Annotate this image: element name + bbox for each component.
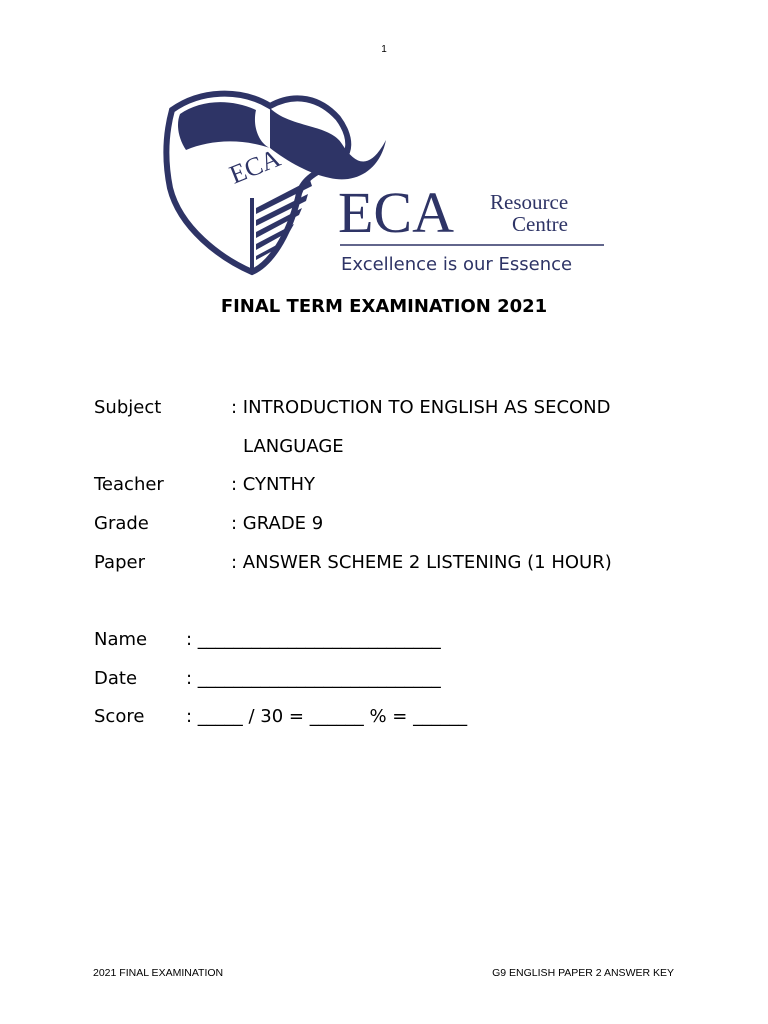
- logo-wordmark: ECA: [338, 180, 454, 245]
- logo-tagline: Excellence is our Essence: [341, 254, 573, 275]
- footer-left: 2021 FINAL EXAMINATION: [93, 967, 224, 979]
- candidate-fields: [94, 626, 714, 742]
- name-field[interactable]: : ___________________________: [186, 629, 441, 650]
- subject-value-continued: LANGUAGE: [243, 435, 344, 457]
- grade-label: Grade: [94, 513, 149, 535]
- footer-right: G9 ENGLISH PAPER 2 ANSWER KEY: [492, 967, 674, 979]
- grade-value: : GRADE 9: [231, 513, 324, 535]
- subject-label: Subject: [94, 397, 162, 418]
- shield-flag: [178, 102, 270, 150]
- paper-row: [94, 549, 714, 588]
- name-label: Name: [94, 629, 148, 650]
- paper-label: Paper: [94, 551, 145, 573]
- exam-details: [94, 394, 714, 587]
- date-field[interactable]: : ___________________________: [186, 667, 441, 689]
- date-label: Date: [94, 667, 138, 689]
- teacher-row: [94, 471, 714, 510]
- subject-value: : INTRODUCTION TO ENGLISH AS SECOND: [231, 397, 611, 418]
- score-label: Score: [94, 706, 145, 728]
- subject-row-continued: [94, 433, 714, 472]
- shield-text: ECA: [225, 143, 285, 190]
- shield-stripes: [256, 180, 312, 260]
- exam-title: FINAL TERM EXAMINATION 2021: [220, 296, 548, 317]
- teacher-value: : CYNTHY: [231, 474, 316, 496]
- logo-centre: Centre: [512, 212, 568, 236]
- teacher-label: Teacher: [94, 474, 164, 496]
- score-row: [94, 703, 714, 742]
- score-field[interactable]: : _____ / 30 = ______ % = ______: [186, 706, 468, 728]
- logo-resource: Resource: [490, 190, 569, 214]
- date-row: [94, 665, 714, 704]
- subject-row: [94, 394, 714, 433]
- school-logo: [160, 88, 610, 278]
- shield-ribbon: [270, 108, 386, 179]
- name-row: [94, 626, 714, 665]
- paper-value: : ANSWER SCHEME 2 LISTENING (1 HOUR): [231, 551, 612, 573]
- grade-row: [94, 510, 714, 549]
- page-number: 1: [381, 44, 387, 55]
